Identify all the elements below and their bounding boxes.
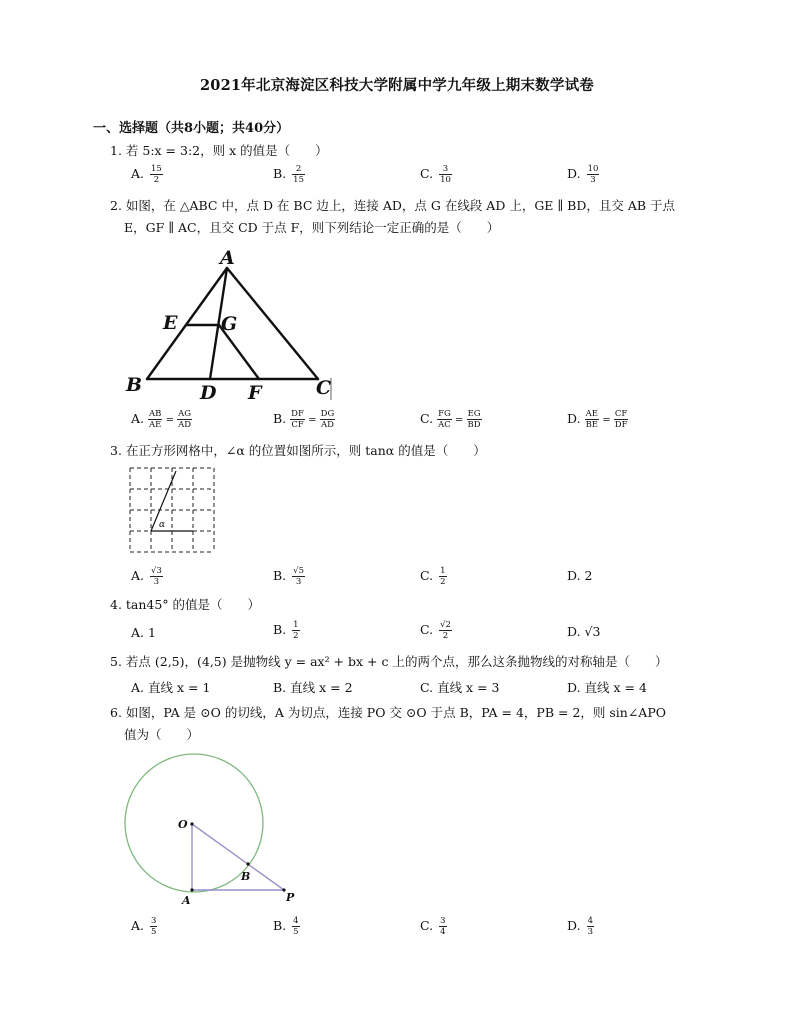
grid-figure [128, 466, 218, 556]
q5-option-c[interactable]: C. 直线 x = 3 [420, 680, 500, 695]
q3-option-b[interactable]: B. $\frac{√5}{3}$ [273, 566, 304, 587]
label-o: O [178, 818, 188, 831]
q5-option-d[interactable]: D. 直线 x = 4 [567, 680, 647, 695]
alpha-label: α [159, 520, 166, 530]
option-label: C. [420, 166, 434, 181]
label-d: D [200, 382, 217, 404]
q6-option-b[interactable]: B. $\frac{4}{5}$ [273, 916, 299, 937]
fraction: $\frac{3}{10}$ [440, 164, 451, 185]
circle-tangent-figure [118, 752, 308, 912]
q1-option-d[interactable] [567, 164, 599, 185]
q2-option-b[interactable]: B. $\frac{DF}{CF}$ = $\frac{DG}{AD}$ [273, 409, 335, 430]
q4-option-b[interactable]: B. $\frac{1}{2}$ [273, 620, 299, 641]
question-1-text: 1. 若 5:x = 3:2，则 x 的值是（ ） [110, 143, 328, 158]
question-5-text: 5. 若点 (2,5)，(4,5) 是抛物线 y = ax² + bx + c 上的两个点，那么这条抛物线的对称轴是（ ） [110, 654, 668, 669]
q3-option-a[interactable]: A. $\frac{√3}{3}$ [131, 566, 162, 587]
q5-option-a[interactable]: A. 直线 x = 1 [131, 680, 211, 695]
q3-option-d[interactable]: D. 2 [567, 568, 593, 583]
question-2-line2: E，GF ∥ AC，且交 CD 于点 F，则下列结论一定正确的是（ ） [124, 220, 500, 235]
page-title: 2021年北京海淀区科技大学附属中学九年级上期末数学试卷 [200, 77, 594, 94]
label-g: G [221, 313, 238, 335]
q2-option-d[interactable]: D. $\frac{AE}{BE}$ = $\frac{CF}{DF}$ [567, 409, 628, 430]
label-p: P [286, 891, 295, 904]
label-a: A [220, 247, 235, 269]
q4-option-c[interactable]: C. $\frac{√2}{2}$ [420, 620, 451, 641]
segment-po [192, 824, 284, 890]
q2-option-a[interactable]: A. $\frac{AB}{AE}$ = $\frac{AG}{AD}$ [131, 409, 192, 430]
q1-option-b[interactable] [273, 164, 305, 185]
question-4-text: 4. tan45° 的值是（ ） [110, 597, 261, 612]
label-b: B [241, 870, 251, 883]
question-6-line1: 6. 如图，PA 是 ⊙O 的切线，A 为切点，连接 PO 交 ⊙O 于点 B，PA = 4，PB = 2，则 sin∠APO [110, 705, 666, 720]
q1-option-c[interactable] [420, 164, 452, 185]
question-3-text: 3. 在正方形网格中，∠α 的位置如图所示，则 tanα 的值是（ ） [110, 443, 486, 458]
q6-option-c[interactable]: C. $\frac{3}{4}$ [420, 916, 446, 937]
fraction: $\frac{10}{3}$ [587, 164, 599, 185]
option-label: A. [131, 166, 145, 181]
label-b: B [126, 374, 143, 396]
fraction: $\frac{15}{2}$ [151, 164, 162, 185]
question-6-line2: 值为（ ） [124, 727, 200, 742]
label-f: F [248, 382, 262, 404]
label-e: E [163, 312, 178, 334]
side-ab [147, 268, 227, 379]
question-2-line1: 2. 如图，在 △ABC 中，点 D 在 BC 边上，连接 AD，点 G 在线段 AD 上，GE ∥ BD，且交 AB 于点 [110, 198, 676, 213]
triangle-figure [120, 240, 345, 405]
q5-option-b[interactable]: B. 直线 x = 2 [273, 680, 353, 695]
option-label: B. [273, 166, 287, 181]
fraction: $\frac{2}{15}$ [293, 164, 304, 185]
q4-option-d[interactable]: D. √3 [567, 624, 601, 639]
label-c: C [316, 377, 332, 399]
q6-option-d[interactable]: D. $\frac{4}{3}$ [567, 916, 593, 937]
q4-option-a[interactable]: A. 1 [131, 625, 156, 640]
q6-option-a[interactable]: A. $\frac{3}{5}$ [131, 916, 157, 937]
side-ac [227, 268, 318, 379]
q3-option-c[interactable]: C. $\frac{1}{2}$ [420, 566, 446, 587]
section-heading: 一、选择题（共8小题；共40分） [93, 121, 290, 136]
q1-option-a[interactable] [131, 164, 163, 185]
option-label: D. [567, 166, 581, 181]
q2-option-c[interactable]: C. $\frac{FG}{AC}$ = $\frac{EG}{BD}$ [420, 409, 481, 430]
label-a: A [182, 894, 191, 907]
